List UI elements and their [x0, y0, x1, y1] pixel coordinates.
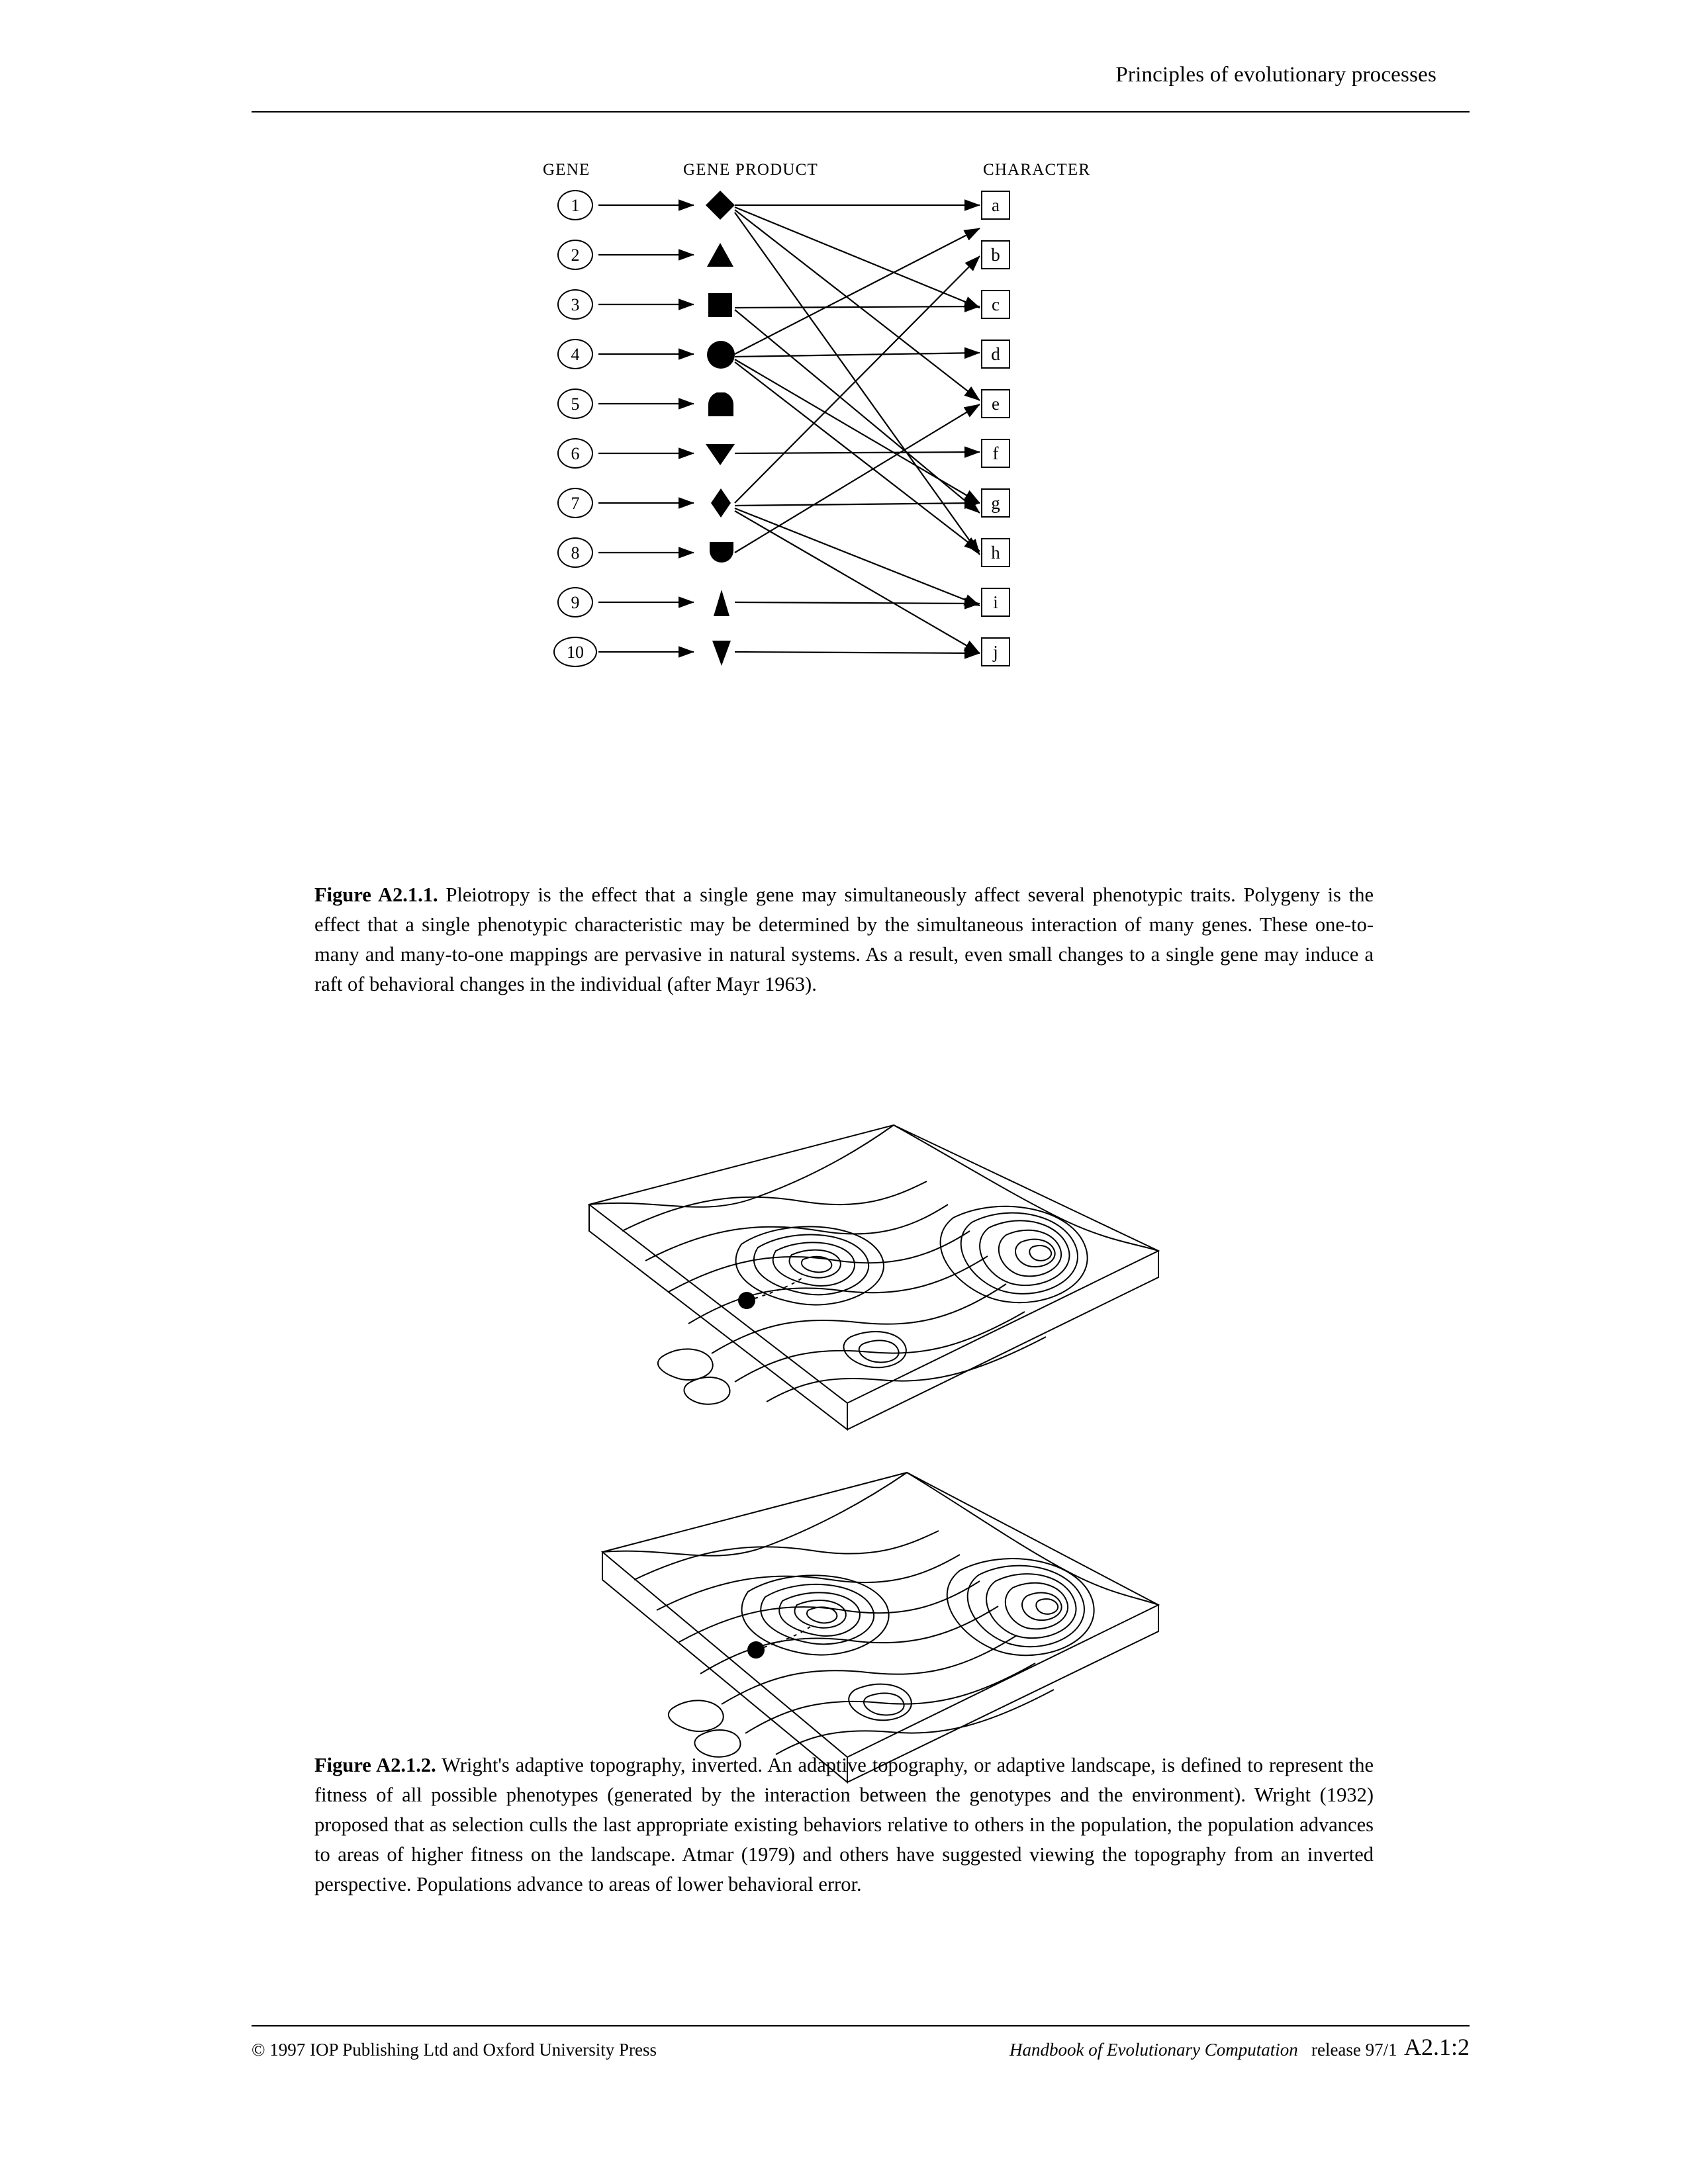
gene-product-shape-dome — [708, 392, 737, 422]
figure-1-caption-text: Pleiotropy is the effect that a single gene may simultaneously affect several phenotypic traits. Polygeny is the effect that a single phenotypic characteristic may be determined by the simultaneous interaction of many genes. These one-to-many and many-to-one mappings are pervasive in natural systems. As a result, even small changes to a single gene may induce a raft of behavioral changes in the individual (after Mayr 1963). — [314, 884, 1374, 995]
gene-product-shape-square — [708, 293, 737, 322]
footer-page-number: A2.1:2 — [1404, 2034, 1470, 2060]
gene-node-4[interactable]: 4 — [557, 339, 593, 369]
gene-node-5[interactable]: 5 — [557, 388, 593, 419]
gene-product-shape-half-disc — [710, 542, 739, 571]
character-node-e[interactable]: e — [981, 389, 1010, 418]
header-rule — [252, 111, 1470, 113]
figure-pleiotropy-diagram — [516, 142, 1178, 860]
character-node-d[interactable]: d — [981, 340, 1010, 369]
figure-2-caption-label: Figure A2.1.2. — [314, 1754, 436, 1776]
gene-node-6[interactable]: 6 — [557, 438, 593, 469]
character-node-j[interactable]: j — [981, 637, 1010, 666]
character-node-i[interactable]: i — [981, 588, 1010, 617]
adaptive-landscape-top — [583, 1118, 1165, 1463]
footer-release: release 97/1 — [1311, 2040, 1397, 2060]
gene-node-8[interactable]: 8 — [557, 537, 593, 568]
gene-product-shape-triangle-up — [707, 242, 736, 271]
gene-product-shape-triangle-up-narrow — [714, 590, 743, 619]
column-header-gene-product: GENE PRODUCT — [683, 161, 818, 179]
gene-product-shape-triangle-down-narrow — [712, 641, 741, 670]
character-node-c[interactable]: c — [981, 290, 1010, 319]
column-header-character: CHARACTER — [983, 161, 1091, 179]
figure-1-caption-label: Figure A2.1.1. — [314, 884, 438, 906]
running-head: Principles of evolutionary processes — [1115, 63, 1436, 87]
character-node-h[interactable]: h — [981, 538, 1010, 567]
gene-product-shape-triangle-down-wide — [706, 444, 735, 473]
gene-node-3[interactable]: 3 — [557, 289, 593, 320]
gene-node-10[interactable]: 10 — [553, 637, 597, 667]
character-node-a[interactable]: a — [981, 191, 1010, 220]
gene-node-1[interactable]: 1 — [557, 190, 593, 220]
column-header-gene: GENE — [543, 161, 590, 179]
gene-product-shape-diamond-small — [711, 488, 740, 518]
footer-handbook-title: Handbook of Evolutionary Computation — [1009, 2040, 1298, 2060]
gene-product-shape-circle — [707, 341, 736, 370]
footer-handbook-info — [1009, 2040, 1397, 2060]
gene-node-9[interactable]: 9 — [557, 587, 593, 617]
footer-rule — [252, 2025, 1470, 2026]
figure-2-caption — [314, 1751, 1374, 1899]
character-node-g[interactable]: g — [981, 488, 1010, 518]
diagram-connectors — [516, 142, 1178, 860]
character-node-f[interactable]: f — [981, 439, 1010, 468]
character-node-b[interactable]: b — [981, 240, 1010, 269]
gene-node-2[interactable]: 2 — [557, 240, 593, 270]
figure-2-caption-text: Wright's adaptive topography, inverted. An adaptive topography, or adaptive landscape, is defined to represent the fitness of all possible phenotypes (generated by the interaction between the genotypes and the environment). Wright (1932) proposed that as selection culls the last appropriate existing behaviors relative to others in the population, the population advances to areas of higher fitness on the landscape. Atmar (1979) and others have suggested viewing the topography from an inverted perspective. Populations advance to areas of lower behavioral error. — [314, 1754, 1374, 1895]
gene-product-shape-diamond-large — [706, 191, 735, 220]
figure-1-caption — [314, 880, 1374, 999]
gene-node-7[interactable]: 7 — [557, 488, 593, 518]
footer-copyright: © 1997 IOP Publishing Ltd and Oxford University Press — [252, 2040, 657, 2060]
